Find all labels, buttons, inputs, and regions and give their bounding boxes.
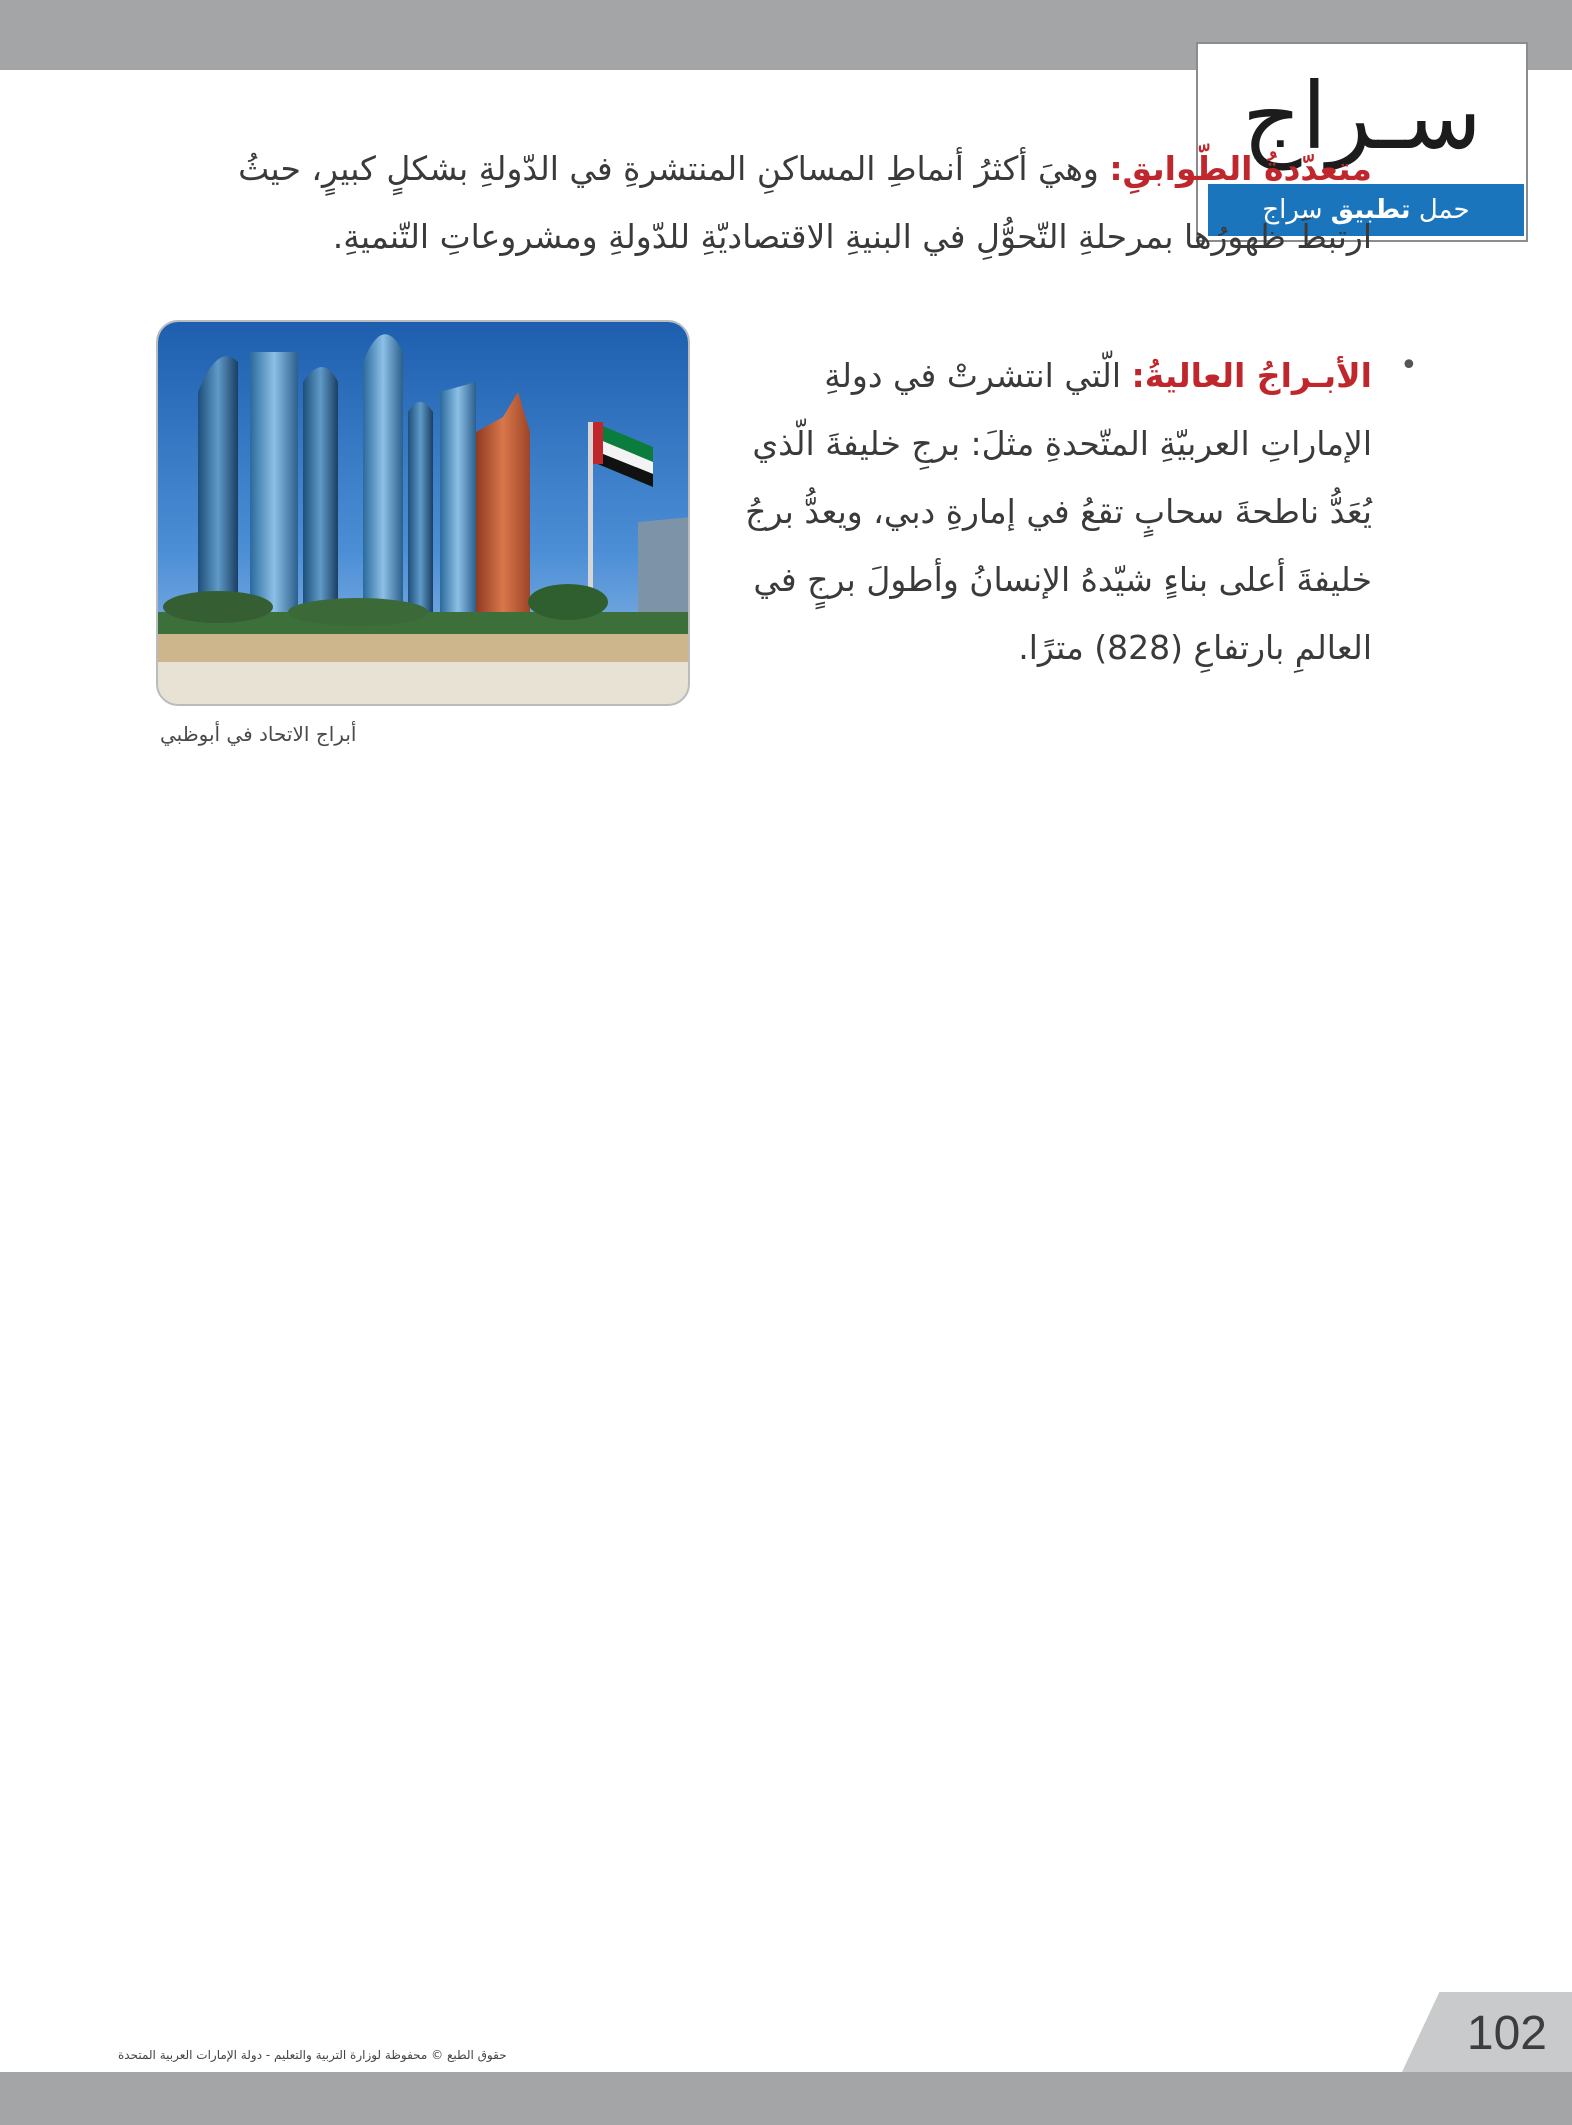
term-high-towers: الأبـراجُ العاليةُ: bbox=[1131, 356, 1372, 395]
paragraph-multi-storey bbox=[180, 135, 1372, 271]
paragraph-high-towers bbox=[720, 342, 1372, 682]
etihad-towers-illustration bbox=[158, 322, 690, 706]
page-number: 102 bbox=[1466, 2007, 1547, 2060]
term-multi-storey: متعدّدةُ الطّوابقِ: bbox=[1109, 149, 1372, 188]
tagline-suffix: سراج bbox=[1262, 195, 1323, 225]
etihad-towers-photo bbox=[156, 320, 690, 706]
copyright-notice: حقوق الطبع © محفوظة لوزارة التربية والتعليم - دولة الإمارات العربية المتحدة bbox=[118, 2048, 507, 2062]
paragraph-multi-storey-text: وهيَ أكثرُ أنماطِ المساكنِ المنتشرةِ في الدّولةِ بشكلٍ كبيرٍ، حيثُ ارتبطَ ظهورُها بمرحلةِ التّحوُّلِ في البنيةِ الاقتصاديّةِ للدّولةِ ومشروعاتِ التّنميةِ. bbox=[238, 149, 1372, 256]
siraj-wordmark: سـراج bbox=[1242, 63, 1482, 170]
tagline-prefix: حمل bbox=[1418, 195, 1470, 225]
tagline-bold: تطبيق bbox=[1330, 195, 1411, 225]
bullet-marker: • bbox=[1400, 348, 1418, 383]
bottom-footer-bar bbox=[0, 2072, 1572, 2125]
image-caption: أبراج الاتحاد في أبوظبي bbox=[160, 722, 357, 746]
paragraph-high-towers-text: الّتي انتشرتْ في دولةِ الإماراتِ العربيّةِ المتّحدةِ مثلَ: برجِ خليفةَ الّذي يُعَدُّ ناطحةَ سحابٍ تقعُ في إمارةِ دبي، ويعدُّ برجُ خليفةَ أعلى بناءٍ شيّدهُ الإنسانُ وأطولَ برجٍ في العالمِ بارتفاعِ (828) مترًا. bbox=[745, 356, 1372, 667]
